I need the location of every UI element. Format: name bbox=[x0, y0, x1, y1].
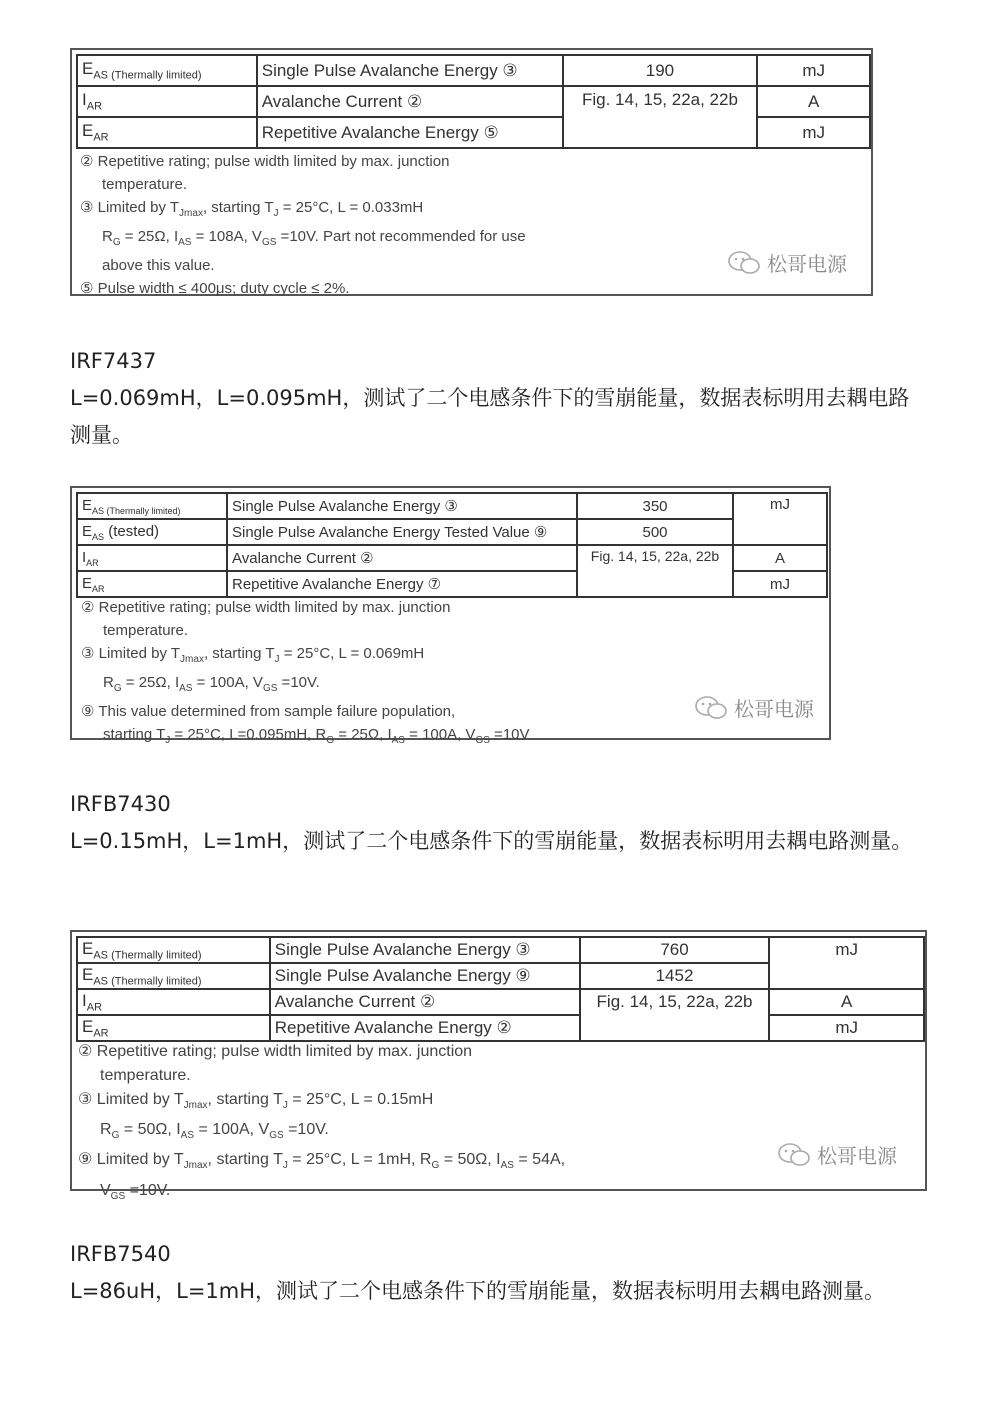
paragraph: L=0.069mH，L=0.095mH，测试了二个电感条件下的雪崩能量，数据表标明用去耦电路测量。 bbox=[70, 386, 910, 447]
param-description: Single Pulse Avalanche Energy ③ bbox=[257, 55, 563, 86]
param-symbol: E bbox=[82, 938, 94, 958]
param-subscript: AR bbox=[93, 1027, 109, 1040]
paragraph: L=0.15mH，L=1mH，测试了二个电感条件下的雪崩能量，数据表标明用去耦电路测量。 bbox=[70, 829, 913, 853]
param-subscript: AS bbox=[92, 531, 105, 542]
param-description: Avalanche Current ② bbox=[257, 86, 563, 117]
table-row bbox=[77, 1015, 924, 1041]
param-unit: mJ bbox=[769, 937, 924, 989]
spec-table-3 bbox=[76, 936, 925, 1042]
footnote: ② Repetitive rating; pulse width limited by max. junction bbox=[80, 153, 450, 170]
param-unit: mJ bbox=[733, 571, 827, 597]
param-symbol: E bbox=[82, 121, 94, 141]
part-number: IRF7437 bbox=[70, 349, 157, 373]
param-description: Single Pulse Avalanche Energy Tested Value ⑨ bbox=[227, 519, 577, 545]
footnote: ⑨ Limited by $T_{Jmax}$, starting $T_J = 25^\circ C$, L = 1mH, $R_G = 50\Omega$, $I_{AS} = 54A$, bbox=[78, 1151, 566, 1172]
param-description: Avalanche Current ② bbox=[227, 545, 577, 571]
wechat-icon bbox=[727, 250, 761, 276]
param-unit: mJ bbox=[733, 493, 827, 545]
footnote: temperature. bbox=[100, 1067, 191, 1084]
param-description: Single Pulse Avalanche Energy ⑨ bbox=[270, 963, 580, 989]
watermark bbox=[727, 248, 847, 277]
footnote: temperature. bbox=[102, 176, 188, 193]
param-symbol: E bbox=[82, 496, 93, 514]
param-value: 1452 bbox=[580, 963, 770, 989]
footnote: ⑤ Pulse width ≤ 400μs; duty cycle ≤ 2%. bbox=[80, 280, 350, 297]
footnote: $R_G = 50\Omega$, $I_{AS} = 100A$, $V_{GS} =10V$. bbox=[100, 1121, 329, 1142]
param-value: 190 bbox=[563, 55, 758, 86]
param-description: Single Pulse Avalanche Energy ③ bbox=[227, 493, 577, 519]
footnotes bbox=[78, 1040, 565, 1209]
param-description: Repetitive Avalanche Energy ⑦ bbox=[227, 571, 577, 597]
footnote: above this value. bbox=[102, 257, 215, 274]
param-unit: mJ bbox=[769, 1015, 924, 1041]
footnote: $R_G = 25\Omega$, $I_{AS} = 108A$, $V_{GS} =10V$. Part not recommended for use bbox=[102, 228, 526, 248]
param-subscript: AR bbox=[86, 100, 103, 113]
param-subscript: AR bbox=[86, 1001, 103, 1014]
param-value: Fig. 14, 15, 22a, 22b bbox=[577, 545, 733, 597]
param-symbol: E bbox=[82, 574, 93, 592]
table-row bbox=[77, 55, 870, 86]
param-subscript: AS (Thermally limited) bbox=[93, 69, 202, 82]
table-row bbox=[77, 989, 924, 1015]
param-value: Fig. 14, 15, 22a, 22b bbox=[580, 989, 770, 1041]
param-value: Fig. 14, 15, 22a, 22b bbox=[563, 86, 758, 148]
section-irf7437 bbox=[70, 343, 930, 454]
table-row bbox=[77, 86, 870, 117]
footnotes bbox=[80, 150, 526, 300]
datasheet-table-2 bbox=[70, 486, 831, 746]
footnote: temperature. bbox=[103, 622, 189, 639]
table-row bbox=[77, 937, 924, 963]
footnote: ⑨ This value determined from sample failure population, bbox=[81, 703, 456, 720]
param-value: 760 bbox=[580, 937, 770, 963]
param-unit: mJ bbox=[757, 55, 870, 86]
wechat-icon bbox=[694, 695, 728, 721]
spec-table-2 bbox=[76, 492, 828, 598]
paragraph: L=86uH，L=1mH，测试了二个电感条件下的雪崩能量，数据表标明用去耦电路测量。 bbox=[70, 1279, 886, 1303]
param-unit: mJ bbox=[757, 117, 870, 148]
param-symbol: I bbox=[82, 90, 87, 110]
param-symbol: E bbox=[82, 1016, 94, 1036]
param-symbol: I bbox=[82, 990, 87, 1010]
table-row: $E_{AS}$ (tested) Single Pulse Avalanche Energy Tested Value ⑨ 500 bbox=[77, 519, 827, 545]
param-unit: A bbox=[757, 86, 870, 117]
wechat-icon bbox=[777, 1142, 811, 1168]
datasheet-table-3 bbox=[70, 930, 927, 1202]
footnote: starting $T_J = 25^\circ C$, L=0.095mH, $R_G = 25\Omega$, $I_{AS} = 100A$, $V_{GS} =10V$ bbox=[103, 726, 530, 746]
param-subscript: AR bbox=[86, 557, 99, 568]
param-value: 350 bbox=[577, 493, 733, 519]
footnote: ③ Limited by $T_{Jmax}$, starting $T_J = 25^\circ C$, L = 0.15mH bbox=[78, 1091, 434, 1112]
param-subscript: AS (Thermally limited) bbox=[92, 505, 181, 516]
table-row bbox=[77, 493, 827, 519]
param-description: Avalanche Current ② bbox=[270, 989, 580, 1015]
footnote: ③ Limited by $T_{Jmax}$, starting $T_J = 25^\circ C$, L = 0.033mH bbox=[80, 199, 424, 219]
footnotes bbox=[81, 596, 530, 752]
part-number: IRFB7540 bbox=[70, 1242, 171, 1266]
footnote: ③ Limited by $T_{Jmax}$, starting $T_J = 25^\circ C$, L = 0.069mH bbox=[81, 645, 425, 665]
watermark-text: 松哥电源 bbox=[767, 254, 847, 276]
param-value: 500 bbox=[577, 519, 733, 545]
footnote: ② Repetitive rating; pulse width limited by max. junction bbox=[78, 1043, 473, 1060]
param-description: Repetitive Avalanche Energy ⑤ bbox=[257, 117, 563, 148]
param-symbol: E bbox=[82, 964, 94, 984]
footnote: ② Repetitive rating; pulse width limited by max. junction bbox=[81, 599, 451, 616]
param-symbol: E bbox=[82, 59, 94, 79]
watermark bbox=[777, 1140, 897, 1169]
param-unit: A bbox=[769, 989, 924, 1015]
param-subscript: AR bbox=[92, 583, 105, 594]
param-unit: A bbox=[733, 545, 827, 571]
part-number: IRFB7430 bbox=[70, 792, 171, 816]
footnote: $V_{GS} =10V$. bbox=[100, 1181, 171, 1202]
param-symbol: E bbox=[82, 522, 93, 540]
table-row bbox=[77, 545, 827, 571]
watermark-text: 松哥电源 bbox=[817, 1146, 897, 1168]
section-irfb7430 bbox=[70, 786, 930, 860]
param-subscript: AS (Thermally limited) bbox=[93, 949, 202, 962]
datasheet-table-1 bbox=[70, 48, 873, 296]
spec-table-1 bbox=[76, 54, 871, 149]
watermark-text: 松哥电源 bbox=[734, 699, 814, 721]
section-irfb7540 bbox=[70, 1236, 930, 1310]
footnote: $R_G = 25\Omega$, $I_{AS} = 100A$, $V_{GS} =10V$. bbox=[103, 674, 320, 694]
param-subscript: AR bbox=[93, 131, 109, 144]
param-subscript: AS (Thermally limited) bbox=[93, 975, 202, 988]
param-description: Repetitive Avalanche Energy ② bbox=[270, 1015, 580, 1041]
param-symbol: I bbox=[82, 548, 87, 566]
param-description: Single Pulse Avalanche Energy ③ bbox=[270, 937, 580, 963]
watermark bbox=[694, 693, 814, 722]
